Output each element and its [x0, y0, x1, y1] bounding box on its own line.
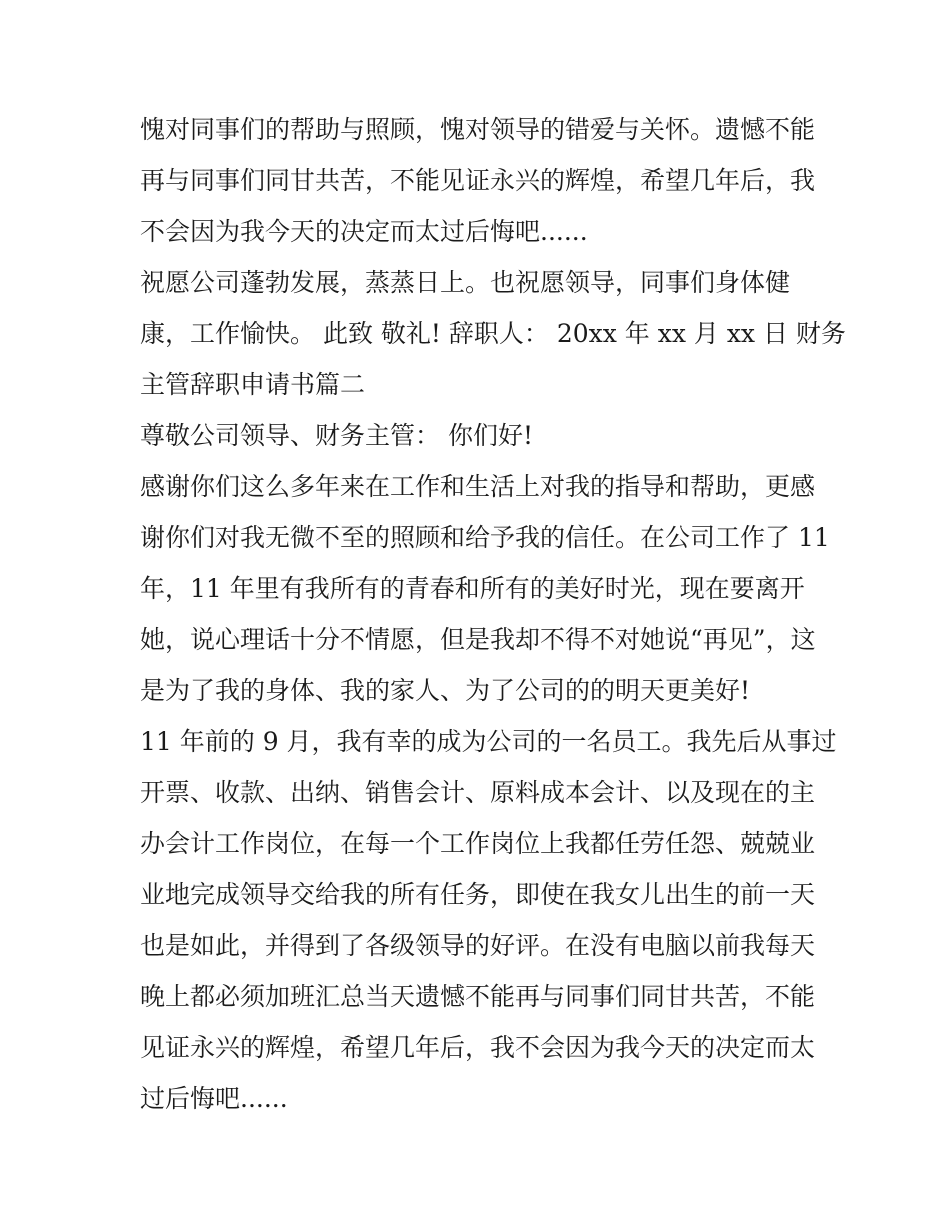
text-line: 感谢你们这么多年来在工作和生活上对我的指导和帮助，更感: [140, 472, 816, 501]
text-line: 主管辞职申请书篇二: [140, 370, 366, 399]
paragraph-work-history: [140, 716, 837, 1124]
document-body: [140, 104, 846, 1124]
text-line: 愧对同事们的帮助与照顾，愧对领导的错爱与关怀。遗憾不能: [140, 115, 816, 144]
text-line: 过后悔吧......: [140, 1084, 288, 1113]
text-line: 她，说心理话十分不情愿，但是我却不得不对她说“再见”，这: [140, 625, 816, 654]
paragraph-salutation: [140, 410, 816, 461]
text-line: 业地完成领导交给我的所有任务，即使在我女儿出生的前一天: [140, 880, 816, 909]
text-line: 开票、收款、出纳、销售会计、原料成本会计、以及现在的主: [140, 778, 816, 807]
text-line: 不会因为我今天的决定而太过后悔吧......: [140, 217, 588, 246]
text-line: 也是如此，并得到了各级领导的好评。在没有电脑以前我每天: [140, 931, 816, 960]
text-line: 是为了我的身体、我的家人、为了公司的的明天更美好!: [140, 676, 751, 705]
text-line: 祝愿公司蓬勃发展，蒸蒸日上。也祝愿领导，同事们身体健: [140, 268, 791, 297]
text-line: 再与同事们同甘共苦，不能见证永兴的辉煌，希望几年后，我: [140, 166, 816, 195]
text-line: 谢你们对我无微不至的照顾和给予我的信任。在公司工作了 11: [140, 523, 830, 552]
text-line: 晚上都必须加班汇总当天遗憾不能再与同事们同甘共苦，不能: [140, 982, 816, 1011]
paragraph-regret: [140, 104, 816, 257]
text-line: 办会计工作岗位，在每一个工作岗位上我都任劳任怨、兢兢业: [140, 829, 816, 858]
text-line: 见证永兴的辉煌，希望几年后，我不会因为我今天的决定而太: [140, 1033, 816, 1062]
text-line: 尊敬公司领导、财务主管： 你们好!: [140, 421, 533, 450]
text-line: 11 年前的 9 月，我有幸的成为公司的一名员工。我先后从事过: [140, 727, 837, 756]
text-line: 年，11 年里有我所有的青春和所有的美好时光，现在要离开: [140, 574, 805, 603]
paragraph-gratitude: [140, 461, 830, 716]
paragraph-wishes-closing: [140, 257, 846, 410]
text-line: 康，工作愉快。 此致 敬礼! 辞职人： 20xx 年 xx 月 xx 日 财务: [140, 319, 846, 348]
